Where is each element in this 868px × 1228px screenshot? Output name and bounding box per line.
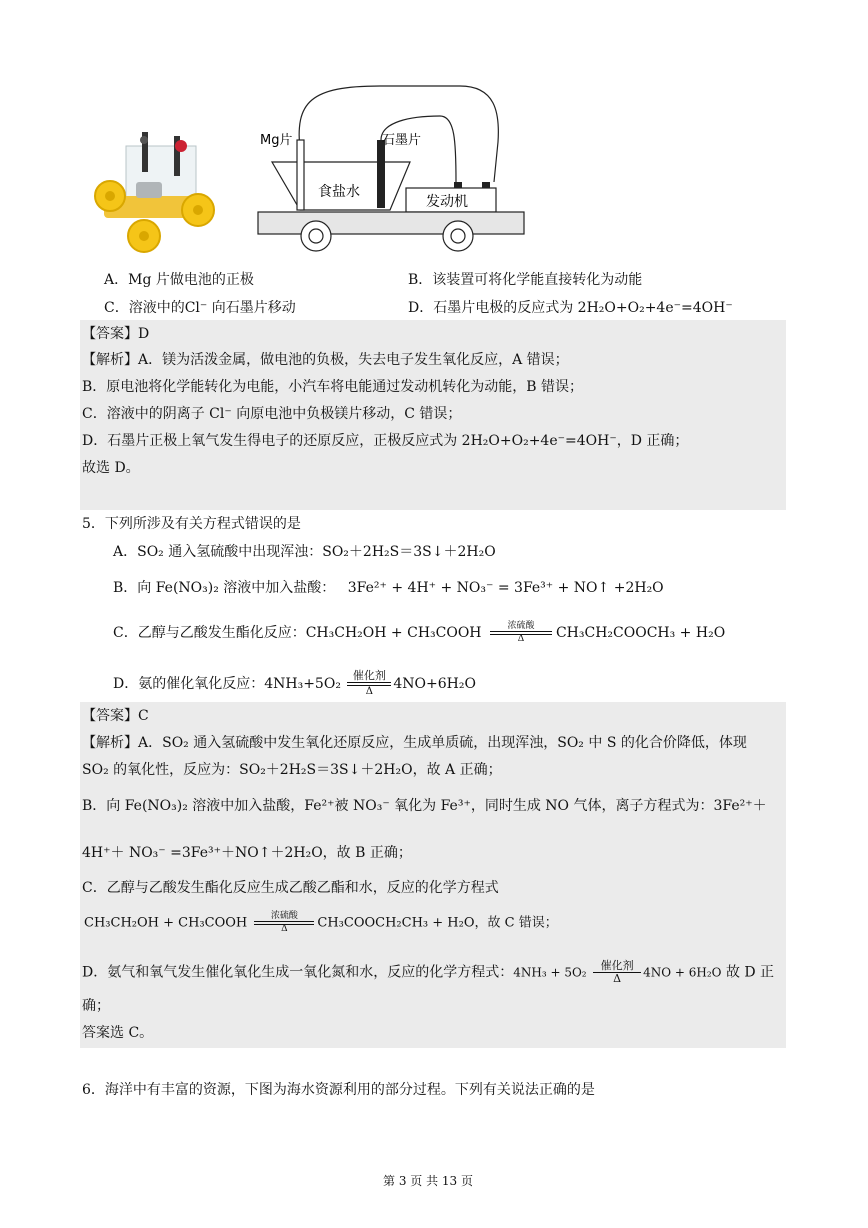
graphite-strip — [377, 140, 385, 208]
reaction-condition-arrow: $\frac{\text{催化剂}}{\Delta}$ — [347, 670, 391, 698]
q5-analysis-line: SO₂ 的氧化性，反应为：SO₂＋2H₂S＝3S↓＋2H₂O，故 A 正确； — [82, 762, 502, 778]
q4-analysis-line: 【解析】A．镁为活泼金属，做电池的负极，失去电子发生氧化反应，A 错误； — [82, 352, 569, 368]
q5-analysis-line: 答案选 C。 — [82, 1025, 154, 1041]
label-saltwater: 食盐水 — [318, 184, 360, 200]
q5-analysis-line: 4H⁺＋ NO₃⁻ =3Fe³⁺＋NO↑＋2H₂O，故 B 正确； — [82, 845, 412, 861]
q4-analysis-line: 故选 D。 — [82, 460, 140, 476]
q5-answer: 【答案】C — [82, 708, 149, 724]
q5-option-b: B．向 Fe(NO₃)₂ 溶液中加入盐酸： 3Fe²⁺ + 4H⁺ + NO₃⁻ = 3Fe³⁺ + NO↑ +2H₂O — [113, 580, 664, 596]
reaction-condition-arrow: $\frac{\text{催化剂}}{\Delta}$ — [593, 960, 641, 985]
q4-option-b: B．该装置可将化学能直接转化为动能 — [408, 272, 643, 288]
mg-strip — [297, 140, 304, 210]
q5-analysis-line-d: D．氨气和氧气发生催化氧化生成一氧化氮和水，反应的化学方程式：4NH₃ + 5O₂ $\frac{\text{催化剂}}{\Delta}$ 4NO + 6H₂O 故 D 正 — [82, 959, 775, 985]
q5-option-b-equation: 3Fe²⁺ + 4H⁺ + NO₃⁻ = 3Fe³⁺ + NO↑ +2H₂O — [347, 580, 664, 596]
reaction-condition-arrow: $\frac{\text{浓硫酸}}{\Delta}$ — [490, 622, 552, 644]
toy-car-photo — [86, 126, 218, 258]
q5-stem: 5．下列所涉及有关方程式错误的是 — [82, 516, 301, 532]
battery-car-diagram — [250, 82, 540, 254]
q5-analysis-line: 确； — [82, 998, 110, 1014]
q4-answer: 【答案】D — [82, 326, 150, 342]
clip-black — [140, 136, 148, 144]
q6-stem: 6．海洋中有丰富的资源，下图为海水资源利用的部分过程。下列有关说法正确的是 — [82, 1082, 595, 1098]
label-graphite: 石墨片 — [382, 133, 422, 148]
car-platform — [258, 212, 524, 234]
q4-option-c: C．溶液中的Cl⁻ 向石墨片移动 — [104, 300, 296, 316]
reaction-condition-arrow: $\frac{\text{浓硫酸}}{\Delta}$ — [254, 912, 314, 934]
q5-answer-block — [80, 702, 786, 1048]
label-mg: Mg片 — [260, 133, 293, 148]
page-footer: 第 3 页 共 13 页 — [383, 1174, 473, 1188]
clip-red — [175, 140, 187, 152]
q5-option-a: A．SO₂ 通入氢硫酸中出现浑浊：SO₂＋2H₂S＝3S↓＋2H₂O — [113, 544, 496, 560]
label-engine: 发动机 — [426, 194, 468, 210]
q5-option-d: D．氨的催化氧化反应：4NH₃+5O₂ $\frac{\text{催化剂}}{\Delta}$ 4NO+6H₂O — [113, 669, 476, 697]
q4-option-d: D．石墨片电极的反应式为 2H₂O+O₂+4e⁻=4OH⁻ — [408, 300, 733, 316]
q5-analysis-equation-c: CH₃CH₂OH + CH₃COOH $\frac{\text{浓硫酸}}{\Delta}$ CH₃COOCH₂CH₃ + H₂O，故 C 错误； — [84, 911, 558, 934]
q4-option-a: A．Mg 片做电池的正极 — [104, 272, 254, 288]
motor — [136, 182, 162, 198]
wire-graphite — [381, 116, 456, 182]
q4-analysis-line: D．石墨片正极上氧气发生得电子的还原反应，正极反应式为 2H₂O+O₂+4e⁻=4OH⁻，D 正确； — [82, 433, 689, 449]
q5-option-c: C．乙醇与乙酸发生酯化反应：CH₃CH₂OH + CH₃COOH $\frac{\text{浓硫酸}}{\Delta}$ CH₃CH₂COOCH₃ + H₂O — [113, 621, 726, 644]
q5-analysis-line: 【解析】A．SO₂ 通入氢硫酸中发生氧化还原反应，生成单质硫，出现浑浊，SO₂ 中 S 的化合价降低，体现 — [82, 735, 747, 751]
q5-analysis-line: B．向 Fe(NO₃)₂ 溶液中加入盐酸，Fe²⁺被 NO₃⁻ 氧化为 Fe³⁺，同时生成 NO 气体，离子方程式为：3Fe²⁺＋ — [82, 798, 767, 814]
q4-analysis-line: B．原电池将化学能转化为电能，小汽车将电能通过发动机转化为动能，B 错误； — [82, 379, 584, 395]
q4-analysis-line: C．溶液中的阴离子 Cl⁻ 向原电池中负极镁片移动，C 错误； — [82, 406, 462, 422]
q5-analysis-line: C．乙醇与乙酸发生酯化反应生成乙酸乙酯和水，反应的化学方程式 — [82, 880, 499, 896]
